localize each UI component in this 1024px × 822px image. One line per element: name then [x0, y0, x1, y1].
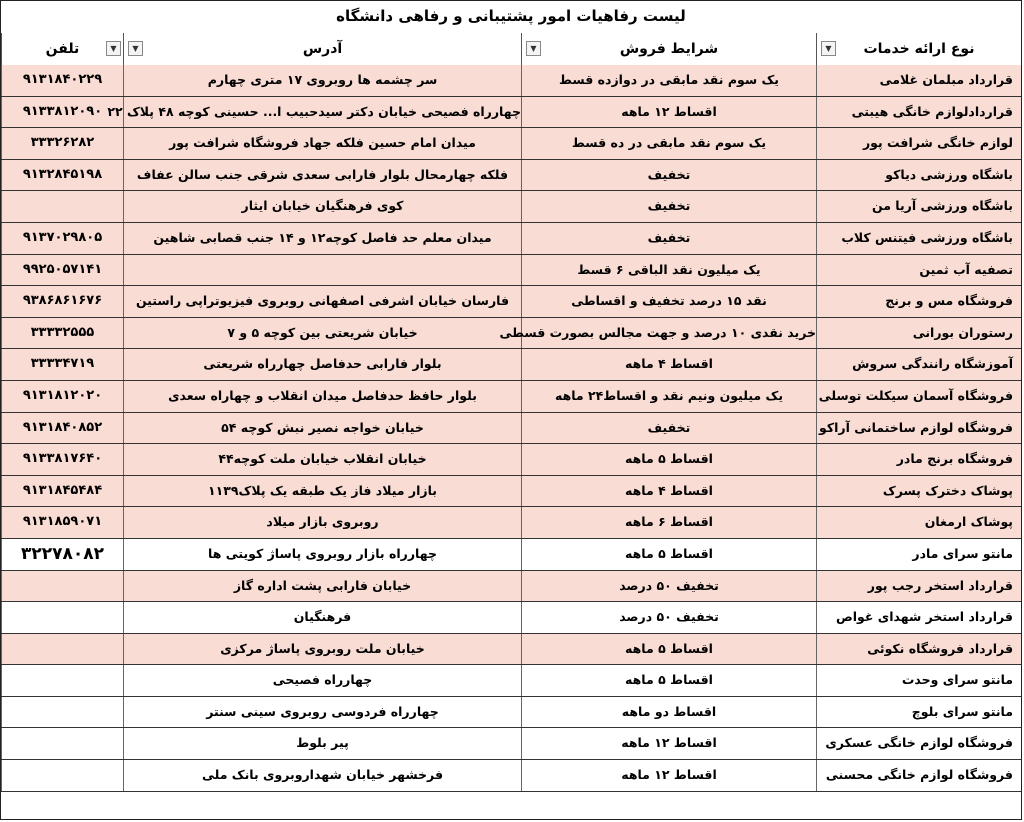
table-row	[1, 160, 1021, 192]
cell-phone[interactable]: ۹۱۳۱۸۴۰۲۲۹	[1, 65, 123, 96]
cell-address[interactable]: روبروی بازار میلاد	[123, 507, 521, 538]
cell-type[interactable]: آموزشگاه رانندگی سروش	[816, 349, 1021, 380]
table-row	[1, 571, 1021, 603]
cell-phone[interactable]	[1, 634, 123, 665]
cell-phone[interactable]: ۹۱۳۲۸۴۵۱۹۸	[1, 160, 123, 191]
table-row	[1, 128, 1021, 160]
cell-conditions[interactable]: تخفیف ۵۰ درصد	[521, 602, 816, 633]
cell-conditions[interactable]: اقساط ۱۲ ماهه	[521, 760, 816, 791]
cell-type[interactable]: قراردادلوازم خانگی هیبتی	[816, 97, 1021, 128]
sheet-title: لیست رفاهیات امور پشتیبانی و رفاهی دانشگاه	[1, 1, 1021, 34]
cell-address[interactable]: کوی فرهنگیان خیابان ایثار	[123, 191, 521, 222]
table-row	[1, 665, 1021, 697]
cell-type[interactable]: فروشگاه مس و برنج	[816, 286, 1021, 317]
cell-address[interactable]: چهارراه فردوسی روبروی سینی سنتر	[123, 697, 521, 728]
cell-address[interactable]: فرهنگیان	[123, 602, 521, 633]
table-row	[1, 255, 1021, 287]
table-row	[1, 286, 1021, 318]
header-conditions-label: شرایط فروش	[619, 41, 719, 57]
table-row	[1, 97, 1021, 129]
cell-address[interactable]: فلکه چهارمحال بلوار فارابی سعدی شرقی جنب سالن عفاف	[123, 160, 521, 191]
table-row	[1, 507, 1021, 539]
cell-phone[interactable]: ۹۱۳۱۸۴۰۸۵۲	[1, 413, 123, 444]
cell-address[interactable]: بلوار حافظ حدفاصل میدان انقلاب و چهاراه سعدی	[123, 381, 521, 412]
cell-conditions[interactable]: تخفیف	[521, 191, 816, 222]
cell-phone[interactable]	[1, 697, 123, 728]
cell-phone[interactable]: ۳۲۲۷۸۰۸۲	[1, 539, 123, 570]
cell-type[interactable]: باشگاه ورزشی آریا من	[816, 191, 1021, 222]
cell-type[interactable]: رستوران بورانی	[816, 318, 1021, 349]
cell-phone[interactable]: ۹۱۳۱۸۱۲۰۲۰	[1, 381, 123, 412]
cell-address[interactable]: پیر بلوط	[123, 728, 521, 759]
cell-conditions[interactable]: تخفیف ۵۰ درصد	[521, 571, 816, 602]
cell-conditions[interactable]: یک سوم نقد مابقی در دوازده قسط	[521, 65, 816, 96]
cell-type[interactable]: لوازم خانگی شرافت پور	[816, 128, 1021, 159]
cell-type[interactable]: قرارداد استخر رجب پور	[816, 571, 1021, 602]
table-row	[1, 602, 1021, 634]
cell-phone[interactable]	[1, 728, 123, 759]
cell-address[interactable]: فارسان خیابان اشرفی اصفهانی روبروی فیزیوتراپی راستین	[123, 286, 521, 317]
cell-address[interactable]: چهارراه فصیحی خیابان دکتر سیدحبیب ا... حسینی کوچه ۴۸ پلاک ۲۲	[123, 97, 521, 128]
header-phone-label: تلفن	[45, 41, 80, 57]
cell-conditions[interactable]: اقساط ۵ ماهه	[521, 539, 816, 570]
cell-type[interactable]: مانتو سرای وحدت	[816, 665, 1021, 696]
cell-phone[interactable]: ۹۱۳۳۸۱۷۶۴۰	[1, 444, 123, 475]
cell-type[interactable]: پوشاک دخترک پسرک	[816, 476, 1021, 507]
cell-address[interactable]: خیابان شریعتی بین کوچه ۵ و ۷	[123, 318, 521, 349]
table-row	[1, 539, 1021, 571]
cell-phone[interactable]	[1, 665, 123, 696]
header-address	[123, 33, 521, 65]
cell-conditions[interactable]: اقساط ۱۲ ماهه	[521, 97, 816, 128]
cell-conditions[interactable]: خرید نقدی ۱۰ درصد و جهت مجالس بصورت قسطی	[521, 318, 816, 349]
cell-phone[interactable]: ۹۹۲۵۰۵۷۱۴۱	[1, 255, 123, 286]
table-row	[1, 381, 1021, 413]
header-row	[1, 33, 1021, 66]
table-row	[1, 413, 1021, 445]
cell-phone[interactable]: ۹۱۳۳۸۱۲۰۹۰	[1, 97, 123, 128]
cell-phone[interactable]: ۹۱۳۱۸۵۹۰۷۱	[1, 507, 123, 538]
cell-phone[interactable]: ۳۳۳۳۲۵۵۵	[1, 318, 123, 349]
cell-type[interactable]: قرارداد استخر شهدای غواص	[816, 602, 1021, 633]
cell-conditions[interactable]: یک میلیون نقد الباقی ۶ قسط	[521, 255, 816, 286]
header-phone	[1, 33, 123, 65]
header-type-label: نوع ارائه خدمات	[863, 41, 975, 57]
table-row	[1, 349, 1021, 381]
cell-phone[interactable]: ۹۱۳۱۸۴۵۴۸۴	[1, 476, 123, 507]
chevron-down-icon[interactable]: ▼	[106, 41, 121, 56]
cell-type[interactable]: فروشگاه آسمان سیکلت توسلی	[816, 381, 1021, 412]
cell-conditions[interactable]: اقساط ۶ ماهه	[521, 507, 816, 538]
chevron-down-icon[interactable]: ▼	[526, 41, 541, 56]
table-row	[1, 65, 1021, 97]
cell-conditions[interactable]: یک میلیون ونیم نقد و اقساط۲۴ ماهه	[521, 381, 816, 412]
table-row	[1, 223, 1021, 255]
cell-conditions[interactable]: تخفیف	[521, 223, 816, 254]
cell-conditions[interactable]: اقساط ۵ ماهه	[521, 444, 816, 475]
cell-address[interactable]: خیابان ملت روبروی پاساژ مرکزی	[123, 634, 521, 665]
table-row	[1, 728, 1021, 760]
header-address-label: آدرس	[302, 41, 343, 57]
cell-address[interactable]: چهارراه بازار روبروی پاساژ کویتی ها	[123, 539, 521, 570]
table-row	[1, 760, 1021, 792]
cell-phone[interactable]	[1, 760, 123, 791]
cell-conditions[interactable]: یک سوم نقد مابقی در ده قسط	[521, 128, 816, 159]
cell-conditions[interactable]: اقساط ۵ ماهه	[521, 665, 816, 696]
cell-type[interactable]: فروشگاه لوازم ساختمانی آراکو	[816, 413, 1021, 444]
header-type	[816, 33, 1021, 65]
cell-conditions[interactable]: اقساط ۴ ماهه	[521, 476, 816, 507]
cell-conditions[interactable]: تخفیف	[521, 413, 816, 444]
cell-phone[interactable]	[1, 191, 123, 222]
cell-conditions[interactable]: اقساط ۵ ماهه	[521, 634, 816, 665]
table-row	[1, 444, 1021, 476]
cell-type[interactable]: قرارداد فروشگاه نکوئی	[816, 634, 1021, 665]
cell-conditions[interactable]: نقد ۱۵ درصد تخفیف و اقساطی	[521, 286, 816, 317]
table-row	[1, 476, 1021, 508]
cell-phone[interactable]: ۹۱۳۷۰۲۹۸۰۵	[1, 223, 123, 254]
table-row	[1, 318, 1021, 350]
header-conditions	[521, 33, 816, 65]
cell-conditions[interactable]: اقساط ۴ ماهه	[521, 349, 816, 380]
cell-type[interactable]: فروشگاه برنج مادر	[816, 444, 1021, 475]
cell-phone[interactable]: ۹۳۸۶۸۶۱۶۷۶	[1, 286, 123, 317]
cell-type[interactable]: فروشگاه لوازم خانگی عسکری	[816, 728, 1021, 759]
cell-phone[interactable]: ۳۳۳۲۶۲۸۲	[1, 128, 123, 159]
cell-type[interactable]: باشگاه ورزشی فیتنس کلاب	[816, 223, 1021, 254]
cell-address[interactable]: بلوار فارابی حدفاصل چهارراه شریعتی	[123, 349, 521, 380]
cell-type[interactable]: مانتو سرای بلوچ	[816, 697, 1021, 728]
cell-phone[interactable]	[1, 602, 123, 633]
cell-address[interactable]: خیابان خواجه نصیر نبش کوچه ۵۴	[123, 413, 521, 444]
chevron-down-icon[interactable]: ▼	[128, 41, 143, 56]
cell-address[interactable]: میدان معلم حد فاصل کوچه۱۲ و ۱۴ جنب قصابی شاهین	[123, 223, 521, 254]
cell-conditions[interactable]: اقساط ۱۲ ماهه	[521, 728, 816, 759]
cell-address[interactable]: خیابان فارابی پشت اداره گاز	[123, 571, 521, 602]
cell-address[interactable]: فرخشهر خیابان شهداروبروی بانک ملی	[123, 760, 521, 791]
cell-address[interactable]: میدان امام حسین فلکه جهاد فروشگاه شرافت پور	[123, 128, 521, 159]
cell-address[interactable]: خیابان انقلاب خیابان ملت کوچه۴۴	[123, 444, 521, 475]
table-row	[1, 191, 1021, 223]
cell-conditions[interactable]: اقساط دو ماهه	[521, 697, 816, 728]
cell-address[interactable]	[123, 255, 521, 286]
cell-type[interactable]: تصفیه آب ثمین	[816, 255, 1021, 286]
cell-address[interactable]: چهارراه فصیحی	[123, 665, 521, 696]
table-row	[1, 634, 1021, 666]
cell-conditions[interactable]: تخفیف	[521, 160, 816, 191]
cell-type[interactable]: فروشگاه لوازم خانگی محسنی	[816, 760, 1021, 791]
cell-address[interactable]: سر چشمه ها روبروی ۱۷ متری چهارم	[123, 65, 521, 96]
cell-type[interactable]: باشگاه ورزشی دیاکو	[816, 160, 1021, 191]
cell-type[interactable]: مانتو سرای مادر	[816, 539, 1021, 570]
cell-address[interactable]: بازار میلاد فاز یک طبقه یک پلاک۱۱۳۹	[123, 476, 521, 507]
table-body	[1, 65, 1021, 792]
chevron-down-icon[interactable]: ▼	[821, 41, 836, 56]
cell-phone[interactable]	[1, 571, 123, 602]
cell-type[interactable]: قرارداد مبلمان غلامی	[816, 65, 1021, 96]
cell-type[interactable]: پوشاک ارمغان	[816, 507, 1021, 538]
table-row	[1, 697, 1021, 729]
cell-phone[interactable]: ۳۳۳۳۴۷۱۹	[1, 349, 123, 380]
